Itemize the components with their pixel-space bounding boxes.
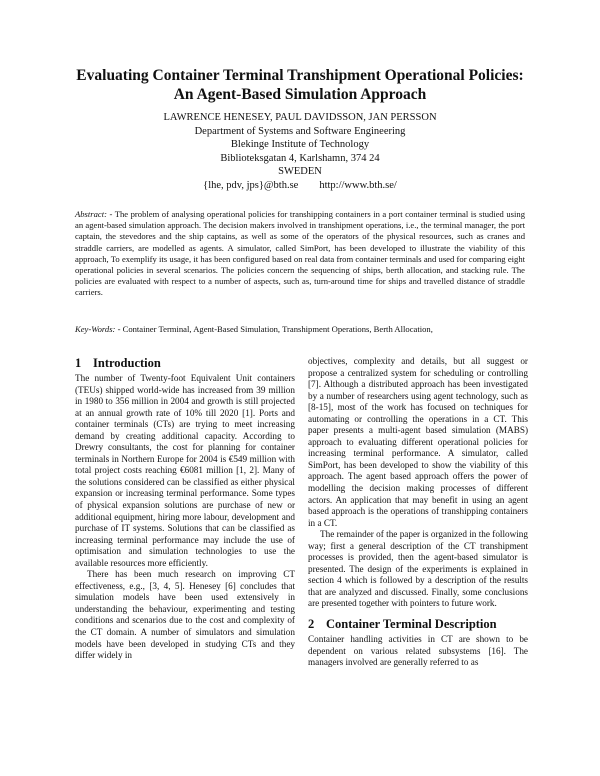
author-block xyxy=(60,111,540,193)
section-1-heading xyxy=(75,356,295,371)
paper-title xyxy=(40,66,560,104)
left-column xyxy=(75,356,295,662)
keywords-text: Container Terminal, Agent-Based Simulation, Transhipment Operations, Berth Allocation, xyxy=(122,324,433,334)
abstract-text: The problem of analysing operational policies for transhipping containers in a port container terminal is studied using an agent-based simulation approach. The decision makers involved in transhipment operations, i.e., the terminal manager, the port captain, the stevedores and the ship captains, as well as some of the operators of the physical resources, such as cranes and straddle carriers, are modelled as agents. A simulator, called SimPort, has been developed to illustrate the viability of this approach, To exemplify its usage, it has been configured based on real data from container terminals and used for comparing eight operational policies in several scenarios. The policies concern the sequencing of ships, berth allocation, and stacking rule. The policies are evaluated with respect to a number of aspects, such as, turn-around time for ships and travelled distance of straddle carriers. xyxy=(75,209,526,298)
section-1-paragraph-3: objectives, complexity and details, but all suggest or propose a centralized system for scheduling or controlling [7]. Although a distributed approach has been investigated by a number of researchers using agent technology, such as [8-15], most of the work has focused on techniques for automating or controlling the operations in a CT. This paper presents a multi-agent based simulation (MABS) approach to evaluating different operational policies for increasing terminal performance. A simulator, called SimPort, has been developed to show the viability of this approach. The agent based approach offers the power of modelling the decision making processes of different actors. An application that may benefit in using an agent based approach is the operations of transhipping containers in a CT. xyxy=(308,356,528,528)
country: SWEDEN xyxy=(278,166,322,178)
keywords-lead: Key-Words: - xyxy=(75,324,121,334)
section-2-paragraph-1: Container handling activities in CT are shown to be dependent on various related subsystems [16]. The managers involved are generally referred to as xyxy=(308,634,528,668)
contact: {lhe, pdv, jps}@bth.se http://www.bth.se/ xyxy=(203,179,397,191)
section-1-title: Introduction xyxy=(93,356,161,370)
department: Department of Systems and Software Engineering xyxy=(194,125,406,137)
section-1-paragraph-4: The remainder of the paper is organized in the following way; first a general description of the CT transhipment processes is provided, then the agent-based simulator is presented. The design of the experiments is explained in section 4 which is followed by a description of the results that are analyzed and discussed. Finally, some conclusions are presented together with pointers to future work. xyxy=(308,529,528,609)
abstract-lead: Abstract: - xyxy=(75,209,113,219)
title-line-2: An Agent-Based Simulation Approach xyxy=(173,86,427,103)
section-1-paragraph-2: There has been much research on improving CT effectiveness, e.g., [3, 4, 5]. Henesey [6] concludes that simulation models have been used extensively in understanding the behaviour, experimenting and testing conditions and scenarios due to the cost and complexity of the CT domain. A number of simulators and simulation models have been developed in studying CTs and they differ widely in xyxy=(75,569,295,661)
section-2-title: Container Terminal Description xyxy=(326,617,497,632)
title-line-1: Evaluating Container Terminal Transhipment Operational Policies: xyxy=(76,67,524,84)
address: Biblioteksgatan 4, Karlshamn, 374 24 xyxy=(220,152,380,164)
section-1-number: 1 xyxy=(75,356,82,370)
author-names: LAWRENCE HENESEY, PAUL DAVIDSSON, JAN PERSSON xyxy=(163,112,437,123)
section-1-paragraph-1: The number of Twenty-foot Equivalent Unit containers (TEUs) shipped world-wide has increased from 39 million in 1980 to 356 million in 2004 and growth is still projected at an annual growth rate of 10% till 2020 [1]. Ports and container terminals (CTs) are trying to meet increasing demand by creating additional capacity. According to Drewry consultants, the cost for planning for container terminals in Northern Europe for 2004 is €549 million with total project costs reaching €6081 million [1, 2]. Many of the solutions considered can be classified as either physical expansion or increasing terminal performance. Some types of physical expansion solutions are purchase of new or additional equipment, hiring more labour, development and purchase of IT systems. Solutions that can be classified as increasing terminal performance may include the use of optimisation and simulation technologies to use the available resources more efficiently. xyxy=(75,373,295,568)
section-2-number: 2 xyxy=(308,617,315,632)
right-column xyxy=(308,356,528,669)
abstract xyxy=(75,209,525,299)
keywords xyxy=(75,324,525,335)
section-2-heading xyxy=(308,617,528,632)
institute: Blekinge Institute of Technology xyxy=(230,139,370,151)
